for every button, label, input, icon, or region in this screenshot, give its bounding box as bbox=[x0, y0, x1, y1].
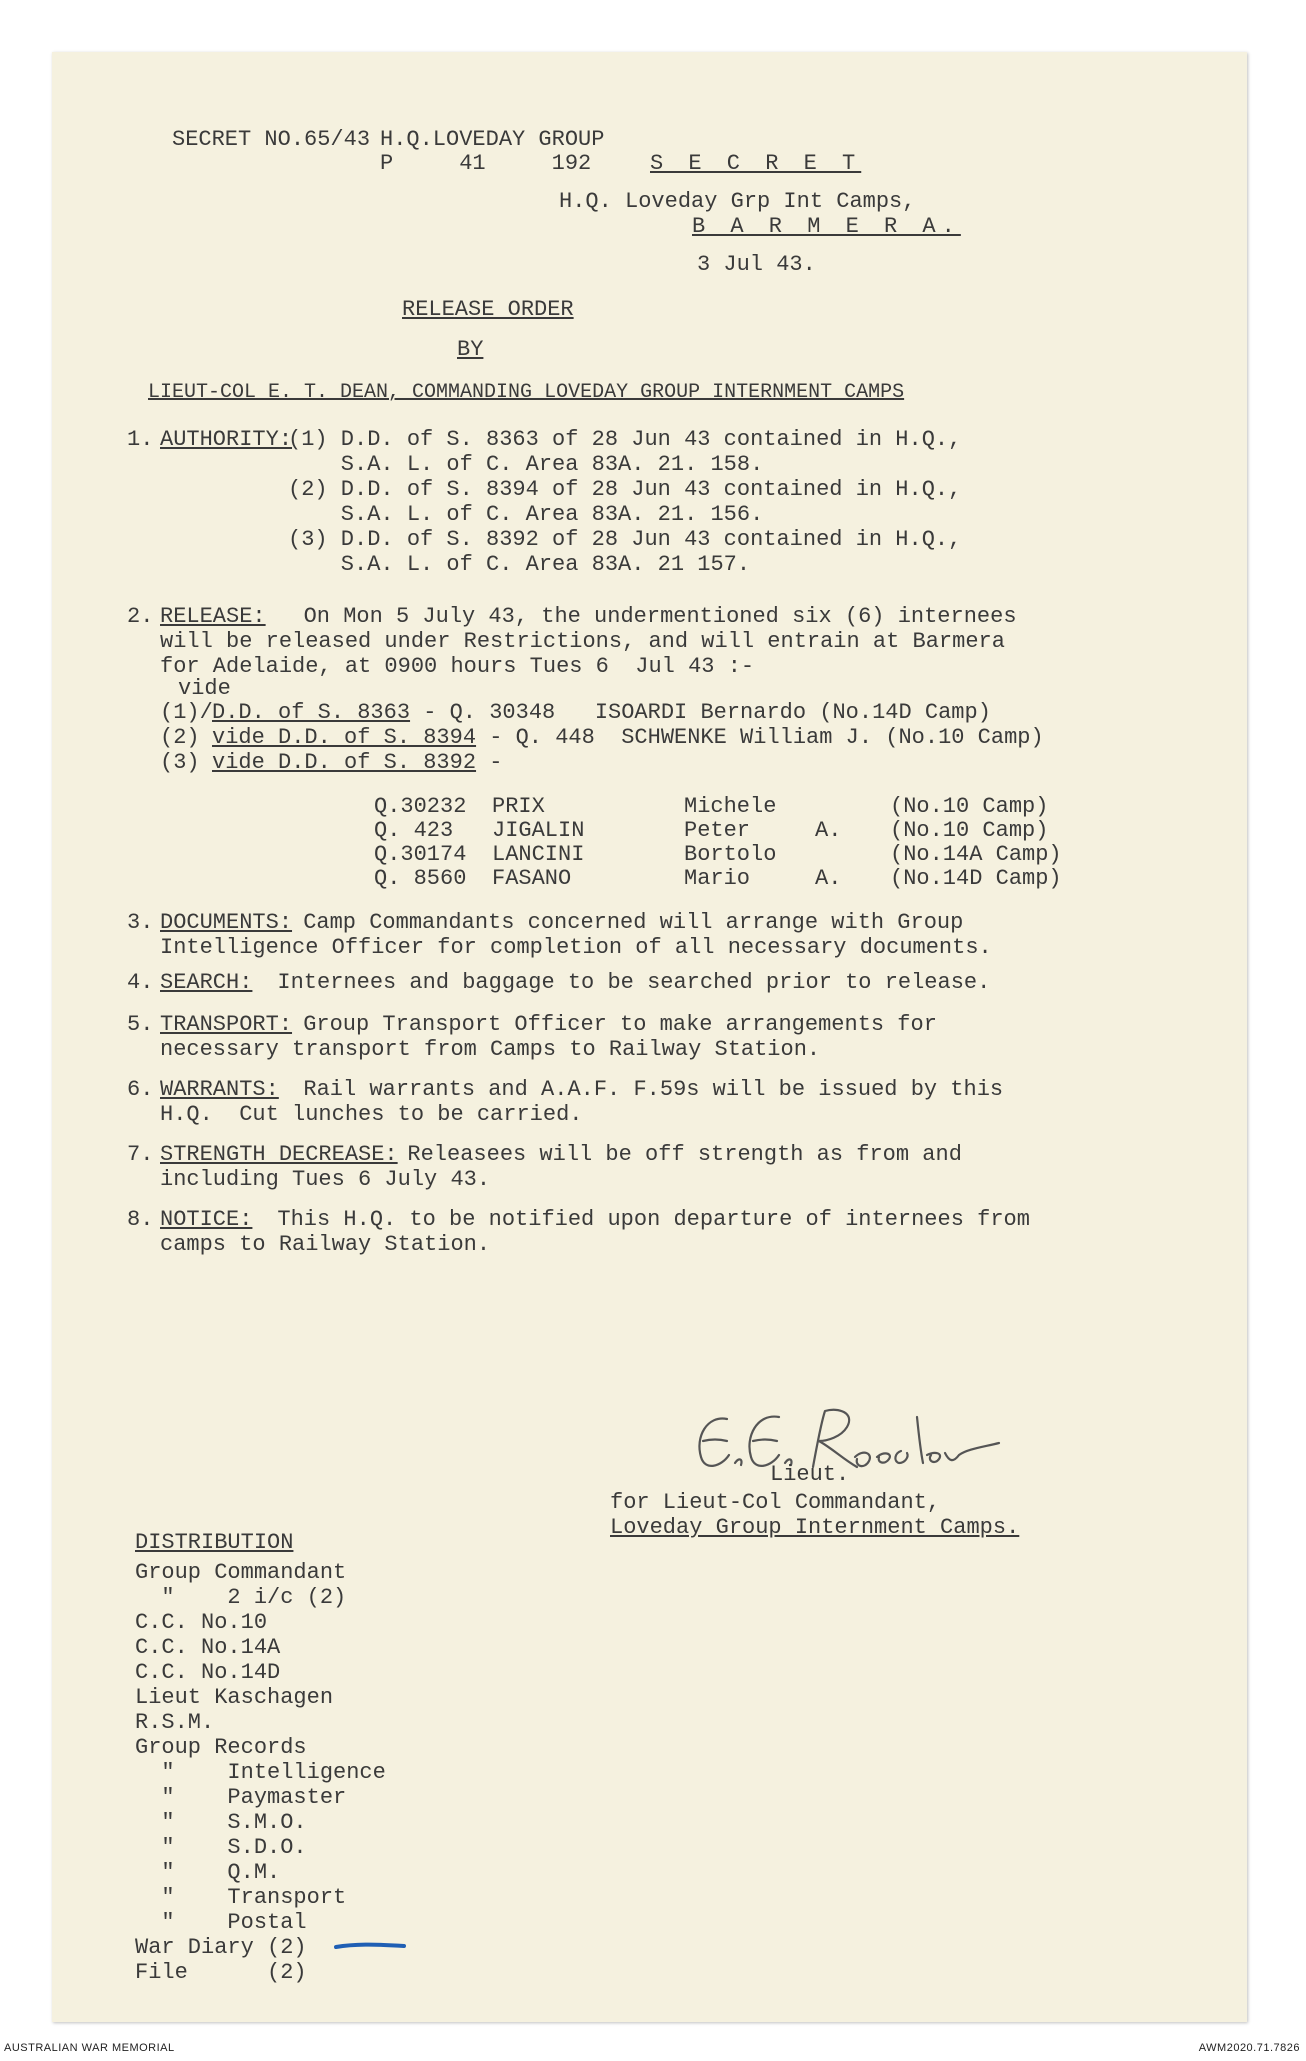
internee-surname: PRIX bbox=[492, 794, 545, 819]
pen-mark bbox=[334, 1940, 406, 1952]
strength-text: Releasees will be off strength as from and bbox=[381, 1142, 962, 1167]
authority-line: (3) D.D. of S. 8392 of 28 Jun 43 contained in H.Q., bbox=[288, 527, 962, 552]
release-text: for Adelaide, at 0900 hours Tues 6 Jul 43 :- bbox=[160, 654, 755, 679]
section-number: 3. bbox=[127, 910, 154, 935]
classification-mark: S E C R E T bbox=[650, 151, 862, 176]
sender-address: H.Q. Loveday Grp Int Camps, bbox=[559, 189, 916, 214]
section-number: 7. bbox=[127, 1142, 154, 1167]
internee-camp: (No.14A Camp) bbox=[890, 842, 1062, 867]
vide-annotation: vide bbox=[178, 676, 231, 701]
documents-text: Intelligence Officer for completion of all necessary documents. bbox=[160, 935, 992, 960]
transport-text: Group Transport Officer to make arrangements for bbox=[290, 1012, 937, 1037]
distribution-item: " Transport bbox=[135, 1885, 347, 1910]
warrants-text: H.Q. Cut lunches to be carried. bbox=[160, 1102, 583, 1127]
internee-camp: (No.10 Camp) bbox=[890, 794, 1049, 819]
internee-given-name: Mario bbox=[684, 866, 751, 891]
distribution-item: War Diary (2) bbox=[135, 1935, 307, 1960]
archive-credit: AUSTRALIAN WAR MEMORIAL bbox=[4, 2042, 175, 2054]
internee-surname: JIGALIN bbox=[492, 818, 585, 843]
signatory-unit: Loveday Group Internment Camps. bbox=[610, 1515, 1020, 1540]
document-title: RELEASE ORDER bbox=[402, 297, 574, 322]
authority-line: S.A. L. of C. Area 83A. 21. 156. bbox=[288, 502, 764, 527]
distribution-item: R.S.M. bbox=[135, 1710, 215, 1735]
internee-camp: (No.14D Camp) bbox=[890, 866, 1062, 891]
distribution-item: Group Records bbox=[135, 1735, 307, 1760]
authority-line: (2) D.D. of S. 8394 of 28 Jun 43 contained in H.Q., bbox=[288, 477, 962, 502]
distribution-item: " Intelligence bbox=[135, 1760, 386, 1785]
release-item-number: (2) bbox=[160, 725, 213, 750]
signatory-capacity: for Lieut-Col Commandant, bbox=[610, 1490, 941, 1515]
distribution-item: C.C. No.10 bbox=[135, 1610, 268, 1635]
release-item-reference: vide D.D. of S. 8394 bbox=[212, 725, 477, 750]
release-text: On Mon 5 July 43, the undermentioned six (6) internees bbox=[264, 604, 1017, 629]
release-item-internee: - bbox=[476, 750, 503, 775]
section-number: 2. bbox=[127, 604, 154, 629]
distribution-item: " 2 i/c (2) bbox=[135, 1585, 347, 1610]
release-item-reference: D.D. of S. 8363 bbox=[212, 700, 411, 725]
release-text: will be released under Restrictions, and will entrain at Barmera bbox=[160, 629, 1005, 654]
archive-accession-number: AWM2020.71.7826 bbox=[1198, 2042, 1300, 2054]
section-number: 6. bbox=[127, 1077, 154, 1102]
sender-location: B A R M E R A. bbox=[692, 214, 961, 239]
document-date: 3 Jul 43. bbox=[697, 252, 816, 277]
document-page bbox=[52, 52, 1247, 2022]
distribution-item: File (2) bbox=[135, 1960, 307, 1985]
internee-surname: FASANO bbox=[492, 866, 572, 891]
notice-text: camps to Railway Station. bbox=[160, 1232, 491, 1257]
reference-number: SECRET NO.65/43 bbox=[172, 127, 371, 152]
release-item-number: (3) bbox=[160, 750, 213, 775]
distribution-item: Group Commandant bbox=[135, 1560, 347, 1585]
notice-text: This H.Q. to be notified upon departure of internees from bbox=[251, 1207, 1030, 1232]
internee-number: Q. 8560 bbox=[374, 866, 467, 891]
section-number: 8. bbox=[127, 1207, 154, 1232]
notice-heading: NOTICE: bbox=[160, 1207, 253, 1232]
title-by: BY bbox=[457, 337, 484, 362]
warrants-heading: WARRANTS: bbox=[160, 1077, 279, 1102]
internee-given-name: Peter bbox=[684, 818, 751, 843]
authority-line: (1) D.D. of S. 8363 of 28 Jun 43 contained in H.Q., bbox=[288, 427, 962, 452]
internee-number: Q. 423 bbox=[374, 818, 454, 843]
signatory-rank: Lieut. bbox=[770, 1462, 850, 1487]
authority-line: S.A. L. of C. Area 83A. 21. 158. bbox=[288, 452, 764, 477]
internee-camp: (No.10 Camp) bbox=[890, 818, 1049, 843]
release-heading: RELEASE: bbox=[160, 604, 266, 629]
issuing-officer: LIEUT-COL E. T. DEAN, COMMANDING LOVEDAY GROUP INTERNMENT CAMPS bbox=[148, 381, 905, 404]
section-number: 4. bbox=[127, 970, 154, 995]
authority-heading: AUTHORITY: bbox=[160, 427, 293, 452]
search-heading: SEARCH: bbox=[160, 970, 253, 995]
strength-heading: STRENGTH DECREASE: bbox=[160, 1142, 398, 1167]
section-number: 5. bbox=[127, 1012, 154, 1037]
internee-given-name: Michele bbox=[684, 794, 777, 819]
distribution-item: " S.D.O. bbox=[135, 1835, 307, 1860]
search-text: Internees and baggage to be searched prior to release. bbox=[251, 970, 991, 995]
transport-heading: TRANSPORT: bbox=[160, 1012, 293, 1037]
group-heading: H.Q.LOVEDAY GROUP bbox=[380, 127, 605, 152]
release-item-internee: - Q. 448 SCHWENKE William J. (No.10 Camp) bbox=[476, 725, 1044, 750]
distribution-item: " Q.M. bbox=[135, 1860, 281, 1885]
distribution-item: C.C. No.14D bbox=[135, 1660, 281, 1685]
internee-given-name: Bortolo bbox=[684, 842, 777, 867]
file-reference: P 41 192 bbox=[380, 151, 592, 176]
section-number: 1. bbox=[127, 427, 154, 452]
distribution-heading: DISTRIBUTION bbox=[135, 1530, 294, 1555]
distribution-item: C.C. No.14A bbox=[135, 1635, 281, 1660]
archive-footer bbox=[0, 2036, 1306, 2061]
distribution-item: " Paymaster bbox=[135, 1785, 347, 1810]
distribution-item: " S.M.O. bbox=[135, 1810, 307, 1835]
documents-heading: DOCUMENTS: bbox=[160, 910, 293, 935]
release-item-reference: vide D.D. of S. 8392 bbox=[212, 750, 477, 775]
warrants-text: Rail warrants and A.A.F. F.59s will be issued by this bbox=[277, 1077, 1004, 1102]
strength-text: including Tues 6 July 43. bbox=[160, 1167, 491, 1192]
distribution-item: " Postal bbox=[135, 1910, 307, 1935]
internee-number: Q.30232 bbox=[374, 794, 467, 819]
transport-text: necessary transport from Camps to Railway Station. bbox=[160, 1037, 821, 1062]
release-item-number: (1)/ bbox=[160, 700, 213, 725]
internee-initial: A. bbox=[815, 866, 842, 891]
authority-line: S.A. L. of C. Area 83A. 21 157. bbox=[288, 552, 751, 577]
internee-initial: A. bbox=[815, 818, 842, 843]
release-item-internee: - Q. 30348 ISOARDI Bernardo (No.14D Camp) bbox=[410, 700, 991, 725]
internee-number: Q.30174 bbox=[374, 842, 467, 867]
distribution-item: Lieut Kaschagen bbox=[135, 1685, 334, 1710]
internee-surname: LANCINI bbox=[492, 842, 585, 867]
documents-text: Camp Commandants concerned will arrange with Group bbox=[290, 910, 964, 935]
